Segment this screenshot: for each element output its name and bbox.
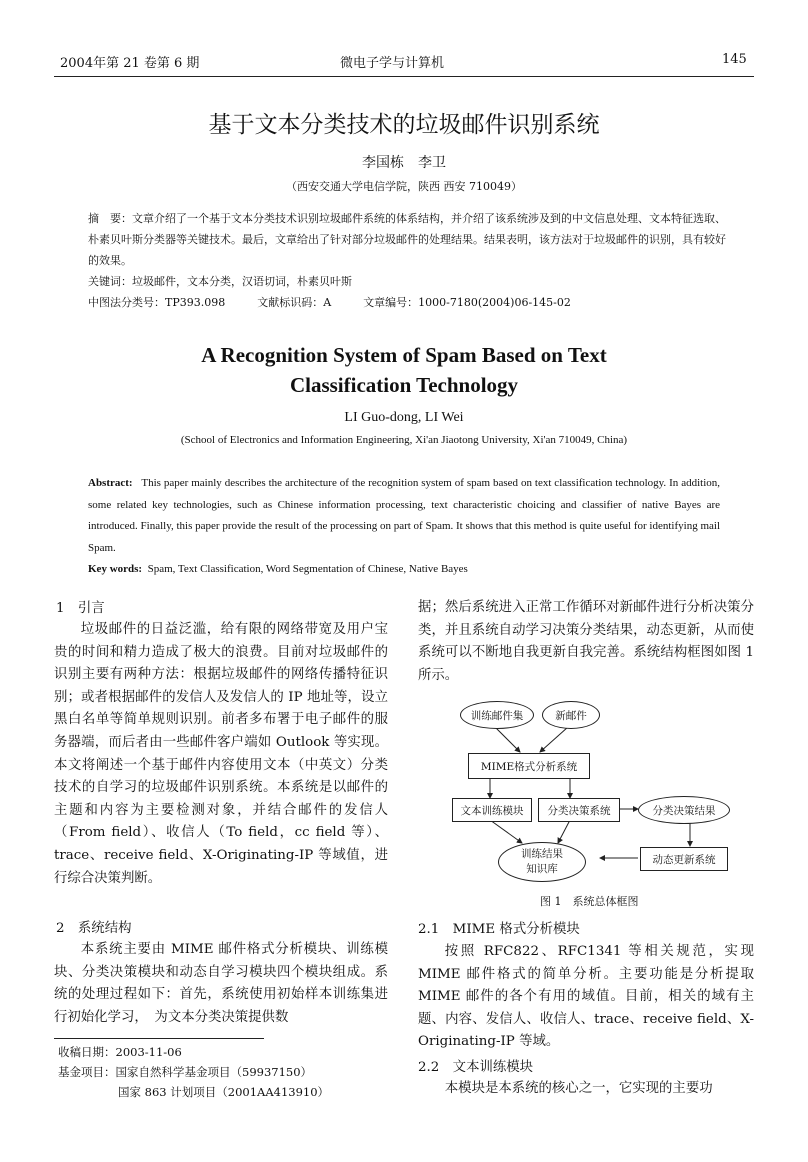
title-en-line-1: A Recognition System of Spam Based on Text <box>201 343 607 367</box>
section-1-body <box>54 619 388 890</box>
system-description-continued: 据；然后系统进入正常工作循环对新邮件进行分析决策分类，并且系统自动学习决策分类结果，动态更新，从而使系统可以不断地自我更新自我完善。系统结构框图如图 1 所示。 <box>418 600 754 683</box>
section-2-paragraph: 本系统主要由 MIME 邮件格式分析模块、训练模块、分类决策模块和动态自学习模块四个模块组成。系统的处理过程如下：首先，系统使用初始样本训练集进行初始化学习， 为文本分类决策提供数 <box>54 942 388 1025</box>
section-1-title: 1 引言 <box>56 601 105 616</box>
right-column-intro <box>418 597 754 687</box>
authors-en: LI Guo-dong, LI Wei <box>344 410 464 425</box>
abstract-en-paragraph <box>88 473 720 559</box>
title-en <box>0 340 808 400</box>
section-2-body <box>54 939 388 1029</box>
fund-line-1 <box>58 1062 329 1082</box>
section-2-title: 2 系统结构 <box>56 921 132 936</box>
header-page-number: 145 <box>722 52 747 67</box>
section-2-1-paragraph: 按照 RFC822、RFC1341 等相关规范，实现 MIME 邮件格式的简单分析。主要功能是分析提取 MIME 邮件的各个有用的域值。目前，相关的域有主题、内容、发信人、收信人、trace、receive field、X-Originating-IP 等域。 <box>418 944 754 1050</box>
keywords-cn <box>88 271 728 292</box>
knowledge-base-node <box>498 842 586 882</box>
knowledge-base-line-2: 知识库 <box>526 863 558 875</box>
fund-item-2: 国家 863 计划项目（2001AA413910） <box>118 1085 330 1099</box>
section-2-2-paragraph: 本模块是本系统的核心之一，它实现的主要功 <box>444 1081 713 1096</box>
classification-line <box>88 292 728 313</box>
received-date: 收稿日期：2003-11-06 <box>58 1045 182 1059</box>
knowledge-base-line-1: 训练结果 <box>521 848 563 860</box>
title-cn: 基于文本分类技术的垃圾邮件识别系统 <box>208 112 600 138</box>
keywords-en <box>88 559 720 581</box>
abstract-en-label: Abstract: <box>88 477 133 489</box>
affiliation-en: (School of Electronics and Information Engineering, Xi'an Jiaotong University, Xi'an 710049, China) <box>180 434 628 446</box>
footnote <box>58 1042 329 1102</box>
abstract-en-text: This paper mainly describes the architecture of the recognition system of spam based on text classification technology. In addition, some related key technologies, such as Chinese information processing, text characteristic choicing and classifier of native Bayes are introduced. Finally, this paper provide the result of the processing on part of Spam. It shows that this method is quite useful for identifying mail Spam. <box>88 477 721 554</box>
abstract-cn <box>88 208 728 313</box>
fund-item-1: 国家自然科学基金项目（59937150） <box>115 1065 313 1079</box>
clc-number: 中图法分类号：TP393.098 <box>88 296 226 309</box>
section-2-1-title: 2.1 MIME 格式分析模块 <box>418 922 580 937</box>
title-en-line-2: Classification Technology <box>289 373 519 397</box>
new-mail-node: 新邮件 <box>542 701 600 729</box>
article-number: 文章编号：1000-7180(2004)06-145-02 <box>363 296 571 309</box>
section-2-1-body <box>418 941 754 1054</box>
fund-line-2 <box>58 1082 329 1102</box>
classification-node: 分类决策系统 <box>538 798 620 822</box>
figure-1-caption: 图 1 系统总体框图 <box>540 895 639 908</box>
keywords-cn-label: 关键词： <box>88 275 132 288</box>
figure-1-diagram <box>440 696 740 886</box>
abstract-en <box>88 473 720 581</box>
keywords-cn-text: 垃圾邮件，文本分类，汉语切词，朴素贝叶斯 <box>132 275 352 288</box>
header-journal: 微电子学与计算机 <box>340 56 445 71</box>
header-rule <box>54 76 754 77</box>
dynamic-update-node: 动态更新系统 <box>640 847 728 871</box>
training-mail-set-node: 训练邮件集 <box>460 701 534 729</box>
section-2-2-title: 2.2 文本训练模块 <box>418 1060 534 1075</box>
abstract-cn-text: 文章介绍了一个基于文本分类技术识别垃圾邮件系统的体系结构，并介绍了该系统涉及到的中文信息处理、文本特征选取、朴素贝叶斯分类器等关键技术。最后，文章给出了针对部分垃圾邮件的处理结果。结果表明，该方法对于垃圾邮件的识别，具有较好的效果。 <box>88 212 726 267</box>
abstract-cn-label: 摘 要： <box>88 212 132 225</box>
keywords-en-label: Key words: <box>88 563 143 575</box>
footnote-rule <box>54 1038 264 1039</box>
mime-analysis-node: MIME格式分析系统 <box>468 753 590 779</box>
affiliation-cn: （西安交通大学电信学院，陕西 西安 710049） <box>286 180 522 193</box>
keywords-en-text: Spam, Text Classification, Word Segmentation of Chinese, Native Bayes <box>147 563 468 575</box>
section-1-paragraph: 垃圾邮件的日益泛滥，给有限的网络带宽及用户宝贵的时间和精力造成了极大的浪费。目前对垃圾邮件的识别主要有两种方法：根据垃圾邮件的网络传播特征识别；或者根据邮件的发信人及发信人的 IP 地址等，设立黑白名单等简单规则识别。前者多布署于电子邮件的服务器端，而后者由一些邮件客户端如 Outlook 等实现。本文将阐述一个基于邮件内容使用文本（中英文）分类技术的自学习的垃圾邮件识别系统。本系统是以邮件的主题和内容为主要检测对象，并结合邮件的发信人（From field）、收信人（To field，cc field 等）、trace、receive field、X-Originating-IP 等域值，进行综合决策判断。 <box>54 622 388 886</box>
document-code: 文献标识码：A <box>257 296 332 309</box>
authors-cn: 李国栋 李卫 <box>362 155 446 171</box>
fund-label: 基金项目： <box>58 1065 116 1079</box>
classification-result-node: 分类决策结果 <box>638 796 730 824</box>
text-training-node: 文本训练模块 <box>452 798 532 822</box>
abstract-cn-paragraph <box>88 208 728 271</box>
section-2-2-body <box>418 1078 754 1101</box>
header-issue: 2004年第 21 卷第 6 期 <box>60 56 200 71</box>
